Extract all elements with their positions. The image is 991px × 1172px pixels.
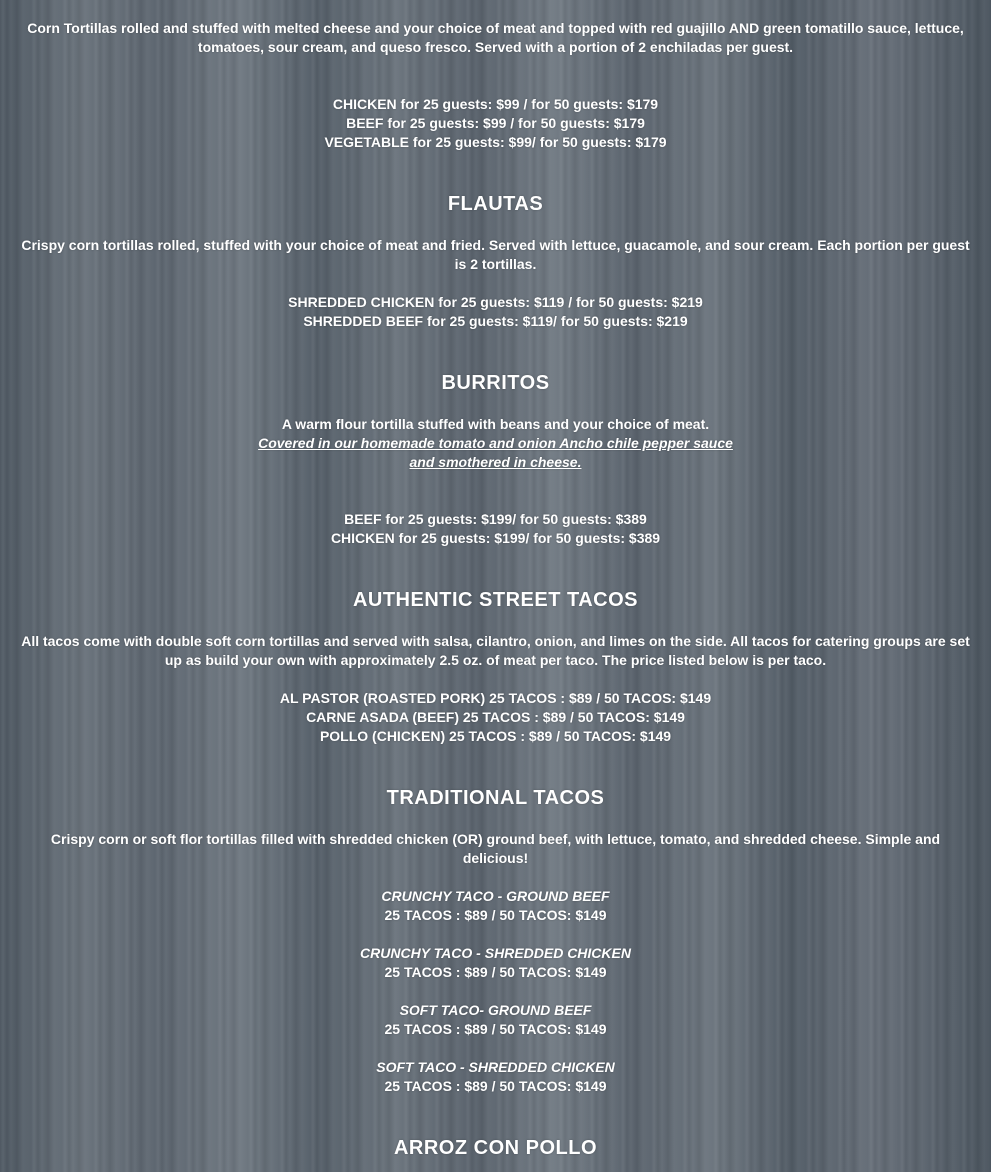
burritos-price-beef: BEEF for 25 guests: $199/ for 50 guests: $389 [344,511,647,527]
flautas-description: Crispy corn tortillas rolled, stuffed with your choice of meat and fried. Served with lettuce, guacamole, and sour cream. Each portion per guest is 2 tortillas. [21,237,970,272]
street-taco-price-carne-asada: CARNE ASADA (BEEF) 25 TACOS : $89 / 50 TACOS: $149 [306,709,685,725]
traditional-taco-name: CRUNCHY TACO - GROUND BEEF [381,888,610,904]
burritos-sauce-note: Covered in our homemade tomato and onion Ancho chile pepper sauce [258,435,733,451]
flautas-prices [0,293,991,331]
traditional-tacos-title: TRADITIONAL TACOS [386,787,605,809]
traditional-taco-name: SOFT TACO - SHREDDED CHICKEN [376,1059,615,1075]
street-tacos-title: AUTHENTIC STREET TACOS [352,589,639,611]
enchiladas-price-vegetable: VEGETABLE for 25 guests: $99/ for 50 guests: $179 [324,134,667,150]
burritos-description: A warm flour tortilla stuffed with beans and your choice of meat. [281,416,710,432]
street-tacos-prices [0,689,991,746]
street-taco-price-al-pastor: AL PASTOR (ROASTED PORK) 25 TACOS : $89 / 50 TACOS: $149 [279,690,712,706]
burritos-prices [0,510,991,548]
enchiladas-price-chicken: CHICKEN for 25 guests: $99 / for 50 guests: $179 [332,96,659,112]
traditional-taco-item [0,1001,991,1039]
burritos-description-block [0,415,991,472]
enchiladas-price-beef: BEEF for 25 guests: $99 / for 50 guests: $179 [346,115,645,131]
flautas-price-beef: SHREDDED BEEF for 25 guests: $119/ for 50 guests: $219 [303,313,688,329]
traditional-taco-item [0,944,991,982]
street-tacos-description: All tacos come with double soft corn tortillas and served with salsa, cilantro, onion, and limes on the side. All tacos for catering groups are set up as build your own with approximately 2.5 oz. of meat per taco. The price listed below is per taco. [21,633,970,668]
burritos-title: BURRITOS [441,372,550,394]
street-taco-price-pollo: POLLO (CHICKEN) 25 TACOS : $89 / 50 TACOS: $149 [319,728,672,744]
traditional-taco-item [0,887,991,925]
traditional-taco-price: 25 TACOS : $89 / 50 TACOS: $149 [384,907,607,923]
traditional-taco-name: SOFT TACO- GROUND BEEF [399,1002,592,1018]
burritos-price-chicken: CHICKEN for 25 guests: $199/ for 50 guests: $389 [330,530,661,546]
traditional-taco-name: CRUNCHY TACO - SHREDDED CHICKEN [360,945,631,961]
burritos-cheese-note: and smothered in cheese. [409,454,582,470]
arroz-con-pollo-title: ARROZ CON POLLO [393,1137,598,1159]
traditional-tacos-description: Crispy corn or soft flor tortillas filled with shredded chicken (OR) ground beef, with lettuce, tomato, and shredded cheese. Simple and delicious! [50,831,941,866]
enchiladas-description: Corn Tortillas rolled and stuffed with melted cheese and your choice of meat and topped with red guajillo AND green tomatillo sauce, lettuce, tomatoes, sour cream, and queso fresco. Served with a portion of 2 enchiladas per guest. [27,20,964,55]
traditional-taco-item [0,1058,991,1096]
traditional-taco-price: 25 TACOS : $89 / 50 TACOS: $149 [384,1078,607,1094]
traditional-taco-price: 25 TACOS : $89 / 50 TACOS: $149 [384,1021,607,1037]
enchiladas-prices [0,95,991,152]
flautas-price-chicken: SHREDDED CHICKEN for 25 guests: $119 / for 50 guests: $219 [288,294,703,310]
traditional-taco-price: 25 TACOS : $89 / 50 TACOS: $149 [384,964,607,980]
flautas-title: FLAUTAS [447,193,544,215]
